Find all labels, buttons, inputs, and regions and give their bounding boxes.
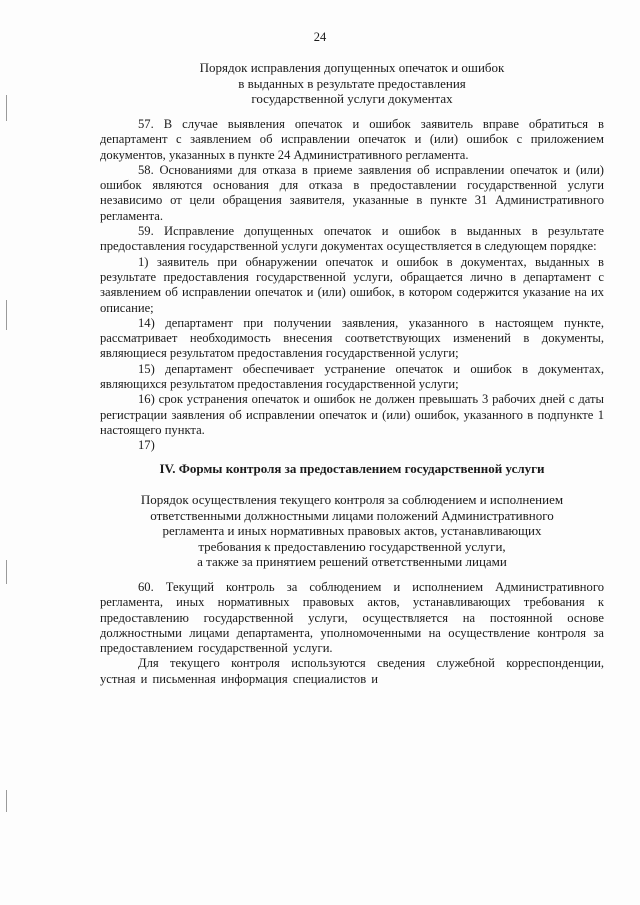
paragraph-59: 59. Исправление допущенных опечаток и ошибок в выданных в результате предоставления государственной услуги документах осуществляется в следующем порядке: [100,224,604,254]
subsection-heading [100,492,604,570]
heading-line: а также за принятием решений ответственными лицами [197,554,507,569]
section-title: IV. Формы контроля за предоставлением государственной услуги [159,461,545,476]
heading-line: государственной услуги документах [251,91,453,106]
list-item-17: 17) [138,438,155,453]
paragraph-57: 57. В случае выявления опечаток и ошибок заявитель вправе обратиться в департамент с заявлением об исправлении опечаток и (или) ошибок с приложением документов, указанных в пункте 24 Административного регламента. [100,117,604,162]
heading-line: в выданных в результате предоставления [238,75,466,91]
heading-line: требования к предоставлению государственной услуги, [198,538,506,554]
page-number: 24 [313,30,327,44]
list-item-16: 16) срок устранения опечаток и ошибок не должен превышать 3 рабочих дней с даты регистрации заявления об исправлении опечаток и (или) ошибок, указанного в подпункте 1 настоящего пункта. [100,392,604,437]
paragraph-60-continued: Для текущего контроля используются сведения служебной корреспонденции, устная и письменная информация специалистов и [100,656,604,686]
list-item-1: 1) заявитель при обнаружении опечаток и ошибок в документах, выданных в результате предоставления государственной услуги, обращается лично в департамент с заявлением об исправлении опечаток и (или) ошибок, в котором содержится указание на их описание; [100,254,604,315]
heading-line: Порядок исправления допущенных опечаток и ошибок [199,60,505,75]
body-text-block [100,580,604,687]
body-text-block [100,117,604,454]
list-item-15: 15) департамент обеспечивает устранение опечаток и ошибок в документах, являющихся результатом предоставления государственной услуги; [100,361,604,392]
list-item-14: 14) департамент при получении заявления, указанного в настоящем пункте, рассматривает необходимость внесения соответствующих изменений в документы, являющиеся результатом предоставления государственной услуги; [100,315,604,361]
heading-line: Порядок осуществления текущего контроля за соблюдением и исполнением [140,492,564,507]
paragraph-58: 58. Основаниями для отказа в приеме заявления об исправлении опечаток и (или) ошибок являются основания для отказа в предоставлении государственной услуги независимо от цели обращения заявителя, указанные в пункте 31 Административного регламента. [100,162,604,223]
heading-line: регламента и иных нормативных правовых актов, устанавливающих [162,523,542,538]
scan-edge-mark [6,790,7,812]
section-heading [100,60,604,107]
scan-edge-mark [6,95,7,121]
scan-edge-mark [6,560,7,584]
heading-line: ответственными должностными лицами положений Административного [150,507,554,523]
paragraph-60: 60. Текущий контроль за соблюдением и исполнением Административного регламента, иных нормативных правовых актов, устанавливающих требования к предоставлению государственной услуги, осуществляется на постоянной основе должностными лицами департамента, уполномоченными на осуществление контроля за предоставлением государственной услуги. [100,580,604,656]
scan-edge-mark [6,300,7,330]
